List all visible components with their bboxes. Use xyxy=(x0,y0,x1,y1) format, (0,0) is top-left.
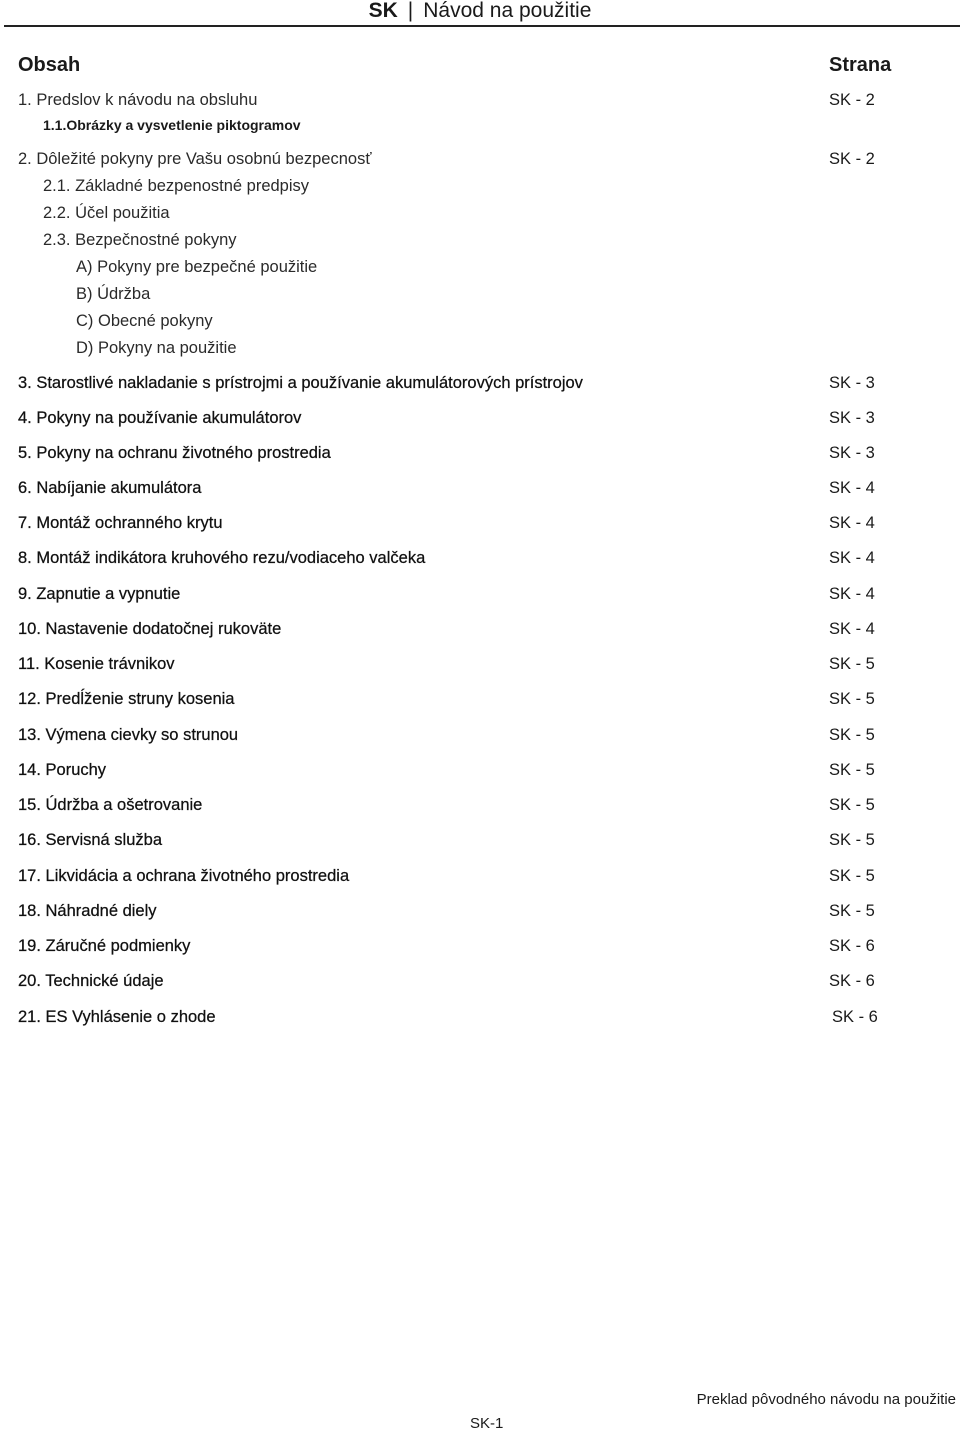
toc-entry-label: B) Údržba xyxy=(76,285,151,303)
toc-entry[interactable] xyxy=(0,549,960,573)
toc-entry-page: SK - 6 xyxy=(829,972,875,990)
toc-entry-label: 2. Dôležité pokyny pre Vašu osobnú bezpecnosť xyxy=(18,150,372,168)
toc-entry-page: SK - 5 xyxy=(829,761,875,779)
toc-entry[interactable] xyxy=(0,585,960,609)
toc-entry-label: 7. Montáž ochranného krytu xyxy=(18,514,223,532)
toc-entry-label: 12. Predĺženie struny kosenia xyxy=(18,690,235,708)
toc-entry[interactable] xyxy=(0,620,960,644)
toc-entry-label: 10. Nastavenie dodatočnej rukoväte xyxy=(18,620,282,638)
toc-entry-page: SK - 4 xyxy=(829,620,875,638)
toc-entry-label: 2.3. Bezpečnostné pokyny xyxy=(43,231,237,249)
toc-entry-page: SK - 4 xyxy=(829,585,875,603)
toc-entry[interactable] xyxy=(0,514,960,538)
toc-entry-page: SK - 3 xyxy=(829,444,875,462)
toc-entry-label: 14. Poruchy xyxy=(18,761,107,779)
toc-entry-label: 13. Výmena cievky so strunou xyxy=(18,726,239,744)
toc-entry-page: SK - 6 xyxy=(829,937,875,955)
toc-entry[interactable] xyxy=(0,231,960,255)
toc-entry-label: 4. Pokyny na používanie akumulátorov xyxy=(18,409,302,427)
toc-entry[interactable] xyxy=(0,374,960,398)
toc-entry-page: SK - 3 xyxy=(829,374,875,392)
toc-entry-page: SK - 5 xyxy=(829,690,875,708)
language-code: SK xyxy=(368,0,398,22)
toc-entry[interactable] xyxy=(0,312,960,336)
toc-entry[interactable] xyxy=(0,726,960,750)
toc-entry[interactable] xyxy=(0,690,960,714)
toc-entry-label: 16. Servisná služba xyxy=(18,831,162,849)
toc-entry-label: 2.2. Účel použitia xyxy=(43,204,170,222)
page-header xyxy=(0,0,960,26)
toc-entry-label: 1. Predslov k návodu na obsluhu xyxy=(18,91,258,109)
toc-entry-page: SK - 5 xyxy=(829,831,875,849)
toc-entry[interactable] xyxy=(0,177,960,201)
toc-entry[interactable] xyxy=(0,796,960,820)
toc-entry-label: D) Pokyny na použitie xyxy=(76,339,237,357)
toc-entry-label: 21. ES Vyhlásenie o zhode xyxy=(18,1008,216,1026)
toc-entry-label: 6. Nabíjanie akumulátora xyxy=(18,479,202,497)
toc-entry-label: 5. Pokyny na ochranu životného prostredia xyxy=(18,444,331,462)
toc-entry[interactable] xyxy=(0,902,960,926)
toc-entry[interactable] xyxy=(0,761,960,785)
toc-title: Obsah xyxy=(18,54,81,76)
toc-entry[interactable] xyxy=(0,258,960,282)
toc-entry-label: 20. Technické údaje xyxy=(18,972,164,990)
toc-entry-label: 1.1.Obrázky a vysvetlenie piktogramov xyxy=(43,117,301,133)
toc-entry[interactable] xyxy=(0,409,960,433)
translation-note: Preklad pôvodného návodu na použitie xyxy=(696,1391,956,1408)
toc-entry[interactable] xyxy=(0,937,960,961)
toc-entry-page: SK - 3 xyxy=(829,409,875,427)
toc-entry-label: 11. Kosenie trávnikov xyxy=(18,655,175,673)
toc-entry[interactable] xyxy=(0,117,960,141)
toc-entry-page: SK - 5 xyxy=(829,726,875,744)
toc-entry[interactable] xyxy=(0,204,960,228)
toc-entry[interactable] xyxy=(0,1008,960,1032)
toc-entry-page: SK - 5 xyxy=(829,902,875,920)
toc-page-header: Strana xyxy=(829,54,892,76)
toc-entry-label: 19. Záručné podmienky xyxy=(18,937,191,955)
toc-entry[interactable] xyxy=(0,479,960,503)
toc-entry[interactable] xyxy=(0,831,960,855)
page-number: SK-1 xyxy=(470,1415,504,1432)
toc-entry-label: 18. Náhradné diely xyxy=(18,902,157,920)
toc-entry-page: SK - 5 xyxy=(829,867,875,885)
header-separator: | xyxy=(407,0,414,22)
toc-entry-label: 15. Údržba a ošetrovanie xyxy=(18,796,203,814)
toc-entry-page: SK - 4 xyxy=(829,549,875,567)
toc-entry-page: SK - 4 xyxy=(829,479,875,497)
header-rule xyxy=(4,25,960,27)
toc-entry-page: SK - 5 xyxy=(829,796,875,814)
toc-entry[interactable] xyxy=(0,339,960,363)
toc-entry-label: 17. Likvidácia a ochrana životného prostredia xyxy=(18,867,350,885)
toc-entry-label: 8. Montáž indikátora kruhového rezu/vodiaceho valčeka xyxy=(18,549,426,567)
toc-entry-page: SK - 2 xyxy=(829,150,875,168)
toc-entry[interactable] xyxy=(0,655,960,679)
toc-entry-page: SK - 6 xyxy=(832,1008,878,1026)
toc-entry-label: C) Obecné pokyny xyxy=(76,312,213,330)
toc-entry[interactable] xyxy=(0,285,960,309)
toc-entry[interactable] xyxy=(0,444,960,468)
toc-entry[interactable] xyxy=(0,150,960,174)
toc-entry-page: SK - 4 xyxy=(829,514,875,532)
toc-entry-page: SK - 5 xyxy=(829,655,875,673)
toc-entry[interactable] xyxy=(0,972,960,996)
toc-entry-label: 3. Starostlivé nakladanie s prístrojmi a používanie akumulátorových prístrojov xyxy=(18,374,583,392)
header-title: Návod na použitie xyxy=(423,0,592,22)
toc-entry-label: A) Pokyny pre bezpečné použitie xyxy=(76,258,318,276)
toc-entry[interactable] xyxy=(0,91,960,115)
toc-entry-page: SK - 2 xyxy=(829,91,875,109)
toc-entry[interactable] xyxy=(0,867,960,891)
toc-entry-label: 9. Zapnutie a vypnutie xyxy=(18,585,181,603)
toc-entry-label: 2.1. Základné bezpenostné predpisy xyxy=(43,177,310,195)
